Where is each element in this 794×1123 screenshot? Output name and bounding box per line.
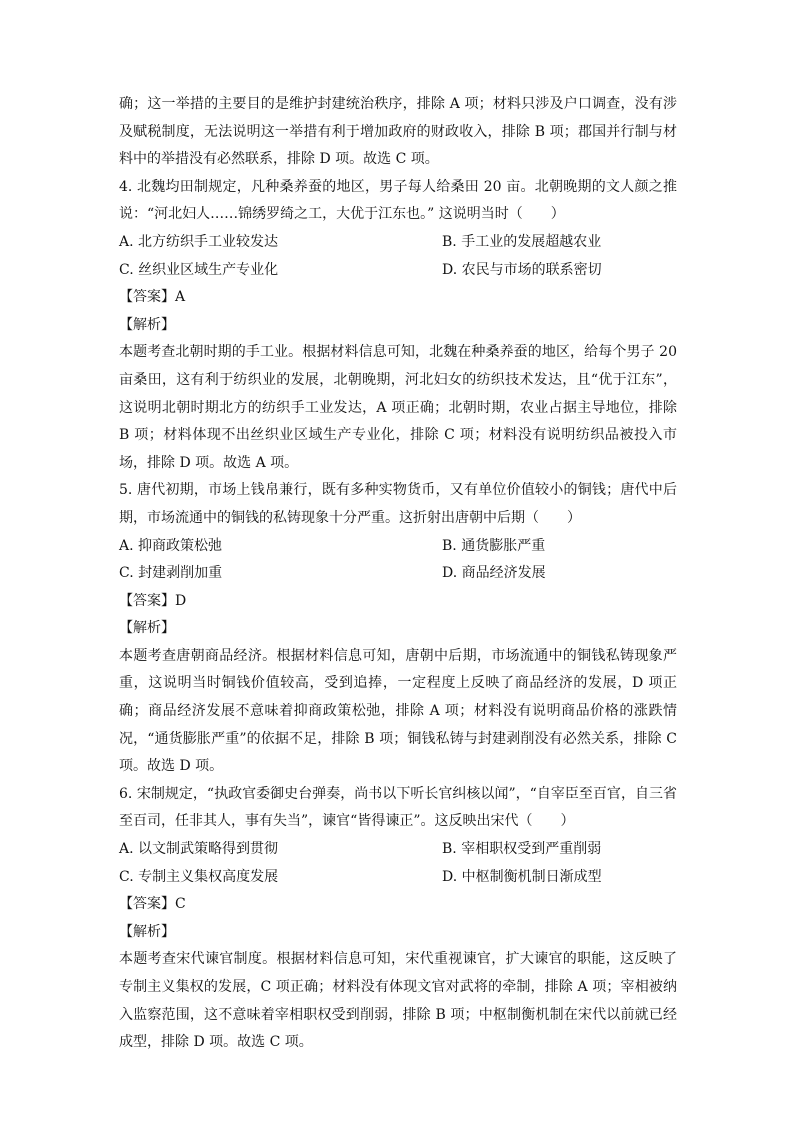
option-c: C. 封建剥削加重	[119, 565, 223, 582]
option-c: C. 专制主义集权高度发展	[119, 868, 279, 885]
answer-line: 【答案】C	[119, 896, 186, 913]
answer-line: 【答案】A	[119, 289, 186, 306]
intro-paragraph: 确；这一举措的主要目的是维护封建统治秩序，排除 A 项；材料只涉及户口调查，没有涉及赋税制度，无法说明这一举措有利于增加政府的财政收入，排除 B 项；郡国并行制与材料中的举措没有必然联系，排除 D 项。故选 C 项。	[119, 96, 677, 168]
option-b: B. 通货膨胀严重	[442, 537, 546, 554]
document-page	[119, 91, 677, 1057]
option-c: C. 丝织业区域生产专业化	[119, 261, 279, 278]
question-6	[119, 781, 677, 1057]
question-5	[119, 477, 677, 781]
analysis-text: 本题考查唐朝商品经济。根据材料信息可知，唐朝中后期，市场流通中的铜钱私铸现象严重，这说明当时铜钱价值较高，受到追捧，一定程度上反映了商品经济的发展，D 项正确；商品经济发展不意味着抑商政策松弛，排除 A 项；材料没有说明商品价格的涨跌情况，“通货膨胀严重”的依据不足，排除 B 项；铜钱私铸与封建剥削没有必然关系，排除 C 项。故选 D 项。	[119, 647, 677, 775]
option-d: D. 中枢制衡机制日渐成型	[442, 868, 602, 885]
option-d: D. 商品经济发展	[442, 565, 546, 582]
analysis-label: 【解析】	[119, 923, 175, 940]
analysis-label: 【解析】	[119, 316, 175, 333]
question-stem: 6. 宋制规定，“执政官委御史台弹奏，尚书以下听长官纠核以闻”，“自宰臣至百官，自三省至百司，任非其人，事有失当”，谏官“皆得谏正”。这反映出宋代（ ）	[119, 785, 677, 830]
option-d: D. 农民与市场的联系密切	[442, 261, 602, 278]
analysis-text: 本题考查北朝时期的手工业。根据材料信息可知，北魏在种桑养蚕的地区，给每个男子 20 亩桑田，这有利于纺织业的发展，北朝晚期，河北妇女的纺织技术发达，且“优于江东”，这说明北朝时期北方的纺织手工业发达，A 项正确；北朝时期，农业占据主导地位，排除 B 项；材料体现不出丝织业区域生产专业化，排除 C 项；材料没有说明纺织品被投入市场，排除 D 项。故选 A 项。	[119, 344, 677, 471]
question-stem: 5. 唐代初期，市场上钱帛兼行，既有多种实物货币，又有单位价值较小的铜钱；唐代中后期，市场流通中的铜钱的私铸现象十分严重。这折射出唐朝中后期（ ）	[119, 482, 677, 526]
question-stem: 4. 北魏均田制规定，凡种桑养蚕的地区，男子每人给桑田 20 亩。北朝晚期的文人颜之推说：“河北妇人……锦绣罗绮之工，大优于江东也。” 这说明当时（ ）	[119, 178, 677, 223]
options-grid	[119, 229, 677, 284]
option-b: B. 宰相职权受到严重削弱	[442, 841, 602, 858]
option-a: A. 北方纺织手工业较发达	[119, 233, 279, 250]
option-b: B. 手工业的发展超越农业	[442, 233, 602, 250]
options-grid	[119, 836, 677, 891]
answer-line: 【答案】D	[119, 592, 187, 609]
options-grid	[119, 533, 677, 588]
analysis-label: 【解析】	[119, 620, 175, 637]
analysis-text: 本题考查宋代谏官制度。根据材料信息可知，宋代重视谏官，扩大谏官的职能，这反映了专制主义集权的发展，C 项正确；材料没有体现文官对武将的牵制，排除 A 项；宰相被纳入监察范围，这不意味着宰相职权受到削弱，排除 B 项；中枢制衡机制在宋代以前就已经成型，排除 D 项。故选 C 项。	[119, 951, 677, 1051]
question-4	[119, 174, 677, 478]
option-a: A. 抑商政策松弛	[119, 537, 223, 554]
option-a: A. 以文制武策略得到贯彻	[119, 841, 279, 858]
